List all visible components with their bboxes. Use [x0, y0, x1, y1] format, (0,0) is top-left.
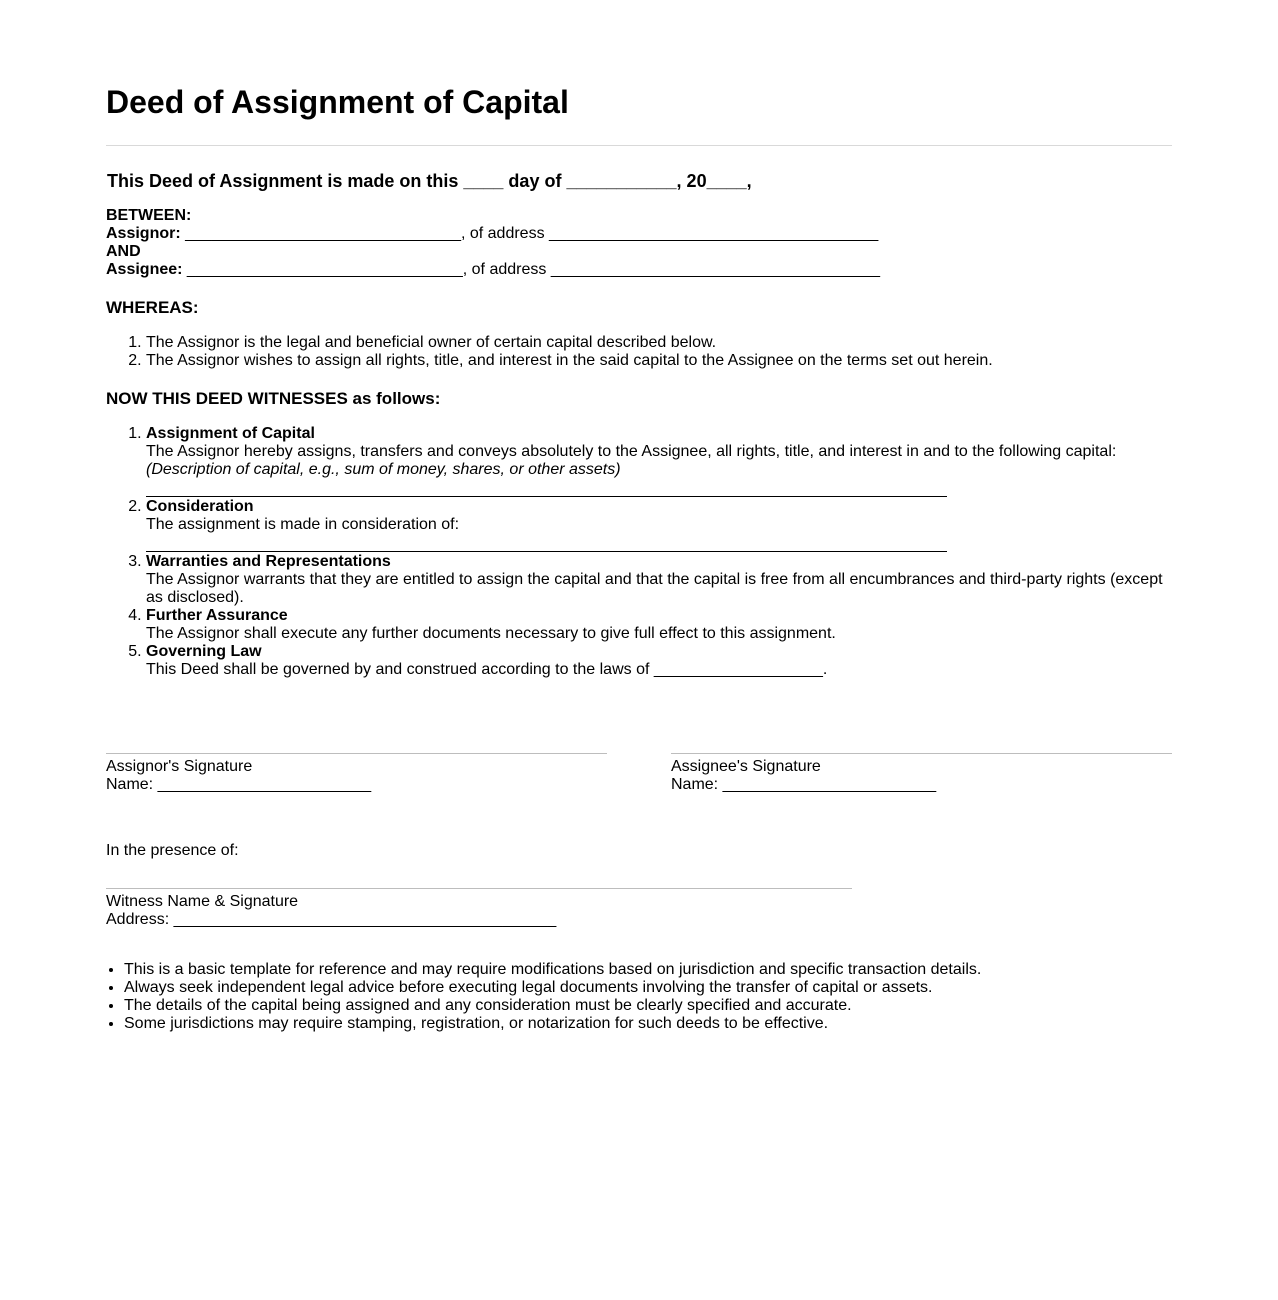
- clause-item: [146, 643, 1172, 679]
- signature-line: [106, 888, 852, 889]
- whereas-item: 1. The Assignor is the legal and beneficial owner of certain capital described below.: [146, 334, 993, 352]
- clause-title: 2. Consideration: [146, 498, 254, 515]
- clause-item: [146, 425, 1172, 497]
- assignor-row: [106, 225, 880, 243]
- signature-line: [671, 753, 1172, 754]
- witness-signature-block: [106, 888, 852, 929]
- witness-address-field: Address: ___________________________________________: [106, 911, 557, 928]
- clause-note: (Description of capital, e.g., sum of money, shares, or other assets): [146, 461, 621, 478]
- whereas-heading: WHEREAS:: [106, 298, 199, 317]
- capital-description-blank: [146, 479, 947, 497]
- assignor-signature-block: [106, 753, 607, 794]
- assignee-row: [106, 261, 880, 279]
- title-divider: [106, 145, 1172, 146]
- assignee-name-field: Name: ________________________: [671, 776, 937, 793]
- note-item: • The details of the capital being assigned and any consideration must be clearly specified and accurate.: [124, 997, 981, 1015]
- document-title: Deed of Assignment of Capital: [106, 84, 569, 120]
- clause-title: 1. Assignment of Capital: [146, 425, 315, 442]
- note-item: • Always seek independent legal advice before executing legal documents involving the transfer of capital or assets.: [124, 979, 981, 997]
- clause-body: The assignment is made in consideration of:: [146, 516, 460, 533]
- clause-body: The Assignor shall execute any further documents necessary to give full effect to this assignment.: [146, 625, 836, 642]
- clause-item: [146, 607, 1172, 643]
- assignor-line: _______________________________, of address _____________________________________: [180, 225, 879, 242]
- clause-body: The Assignor warrants that they are entitled to assign the capital and that the capital is free from all encumbrances and third-party rights (except as disclosed).: [146, 571, 1163, 606]
- between-label: BETWEEN:: [106, 207, 192, 224]
- assignee-signature-block: [671, 753, 1172, 794]
- assignor-name-field: Name: ________________________: [106, 776, 372, 793]
- witness-label: Witness Name & Signature: [106, 893, 299, 910]
- note-item: • Some jurisdictions may require stamping, registration, or notarization for such deeds to be effective.: [124, 1015, 981, 1033]
- clauses-list: [106, 425, 1172, 679]
- notes-list: [106, 961, 981, 1033]
- presence-label: In the presence of:: [106, 842, 239, 859]
- assignee-line: _______________________________, of address _____________________________________: [182, 261, 881, 278]
- parties-block: [106, 207, 880, 279]
- deed-intro: This Deed of Assignment is made on this ____ day of ___________, 20____,: [107, 171, 752, 191]
- and-label: AND: [106, 243, 141, 260]
- note-item: • This is a basic template for reference and may require modifications based on jurisdiction and specific transaction details.: [124, 961, 981, 979]
- witnesses-heading: NOW THIS DEED WITNESSES as follows:: [106, 389, 441, 408]
- signature-line: [106, 753, 607, 754]
- clause-title: 5. Governing Law: [146, 643, 262, 660]
- whereas-item: 2. The Assignor wishes to assign all rights, title, and interest in the said capital to the Assignee on the terms set out herein.: [146, 352, 993, 370]
- assignee-label: Assignee:: [106, 261, 183, 278]
- assignee-signature-label: Assignee's Signature: [671, 758, 821, 775]
- clause-body: The Assignor hereby assigns, transfers and conveys absolutely to the Assignee, all rights, title, and interest in and to the following capital:: [146, 443, 1117, 460]
- assignor-signature-label: Assignor's Signature: [106, 758, 253, 775]
- clause-item: [146, 498, 1172, 552]
- assignor-label: Assignor:: [106, 225, 181, 242]
- clause-item: [146, 553, 1172, 607]
- clause-title: 4. Further Assurance: [146, 607, 288, 624]
- clause-body: This Deed shall be governed by and construed according to the laws of ___________________.: [146, 661, 828, 678]
- clause-title: 3. Warranties and Representations: [146, 553, 391, 570]
- consideration-blank: [146, 534, 947, 552]
- whereas-list: [106, 334, 993, 370]
